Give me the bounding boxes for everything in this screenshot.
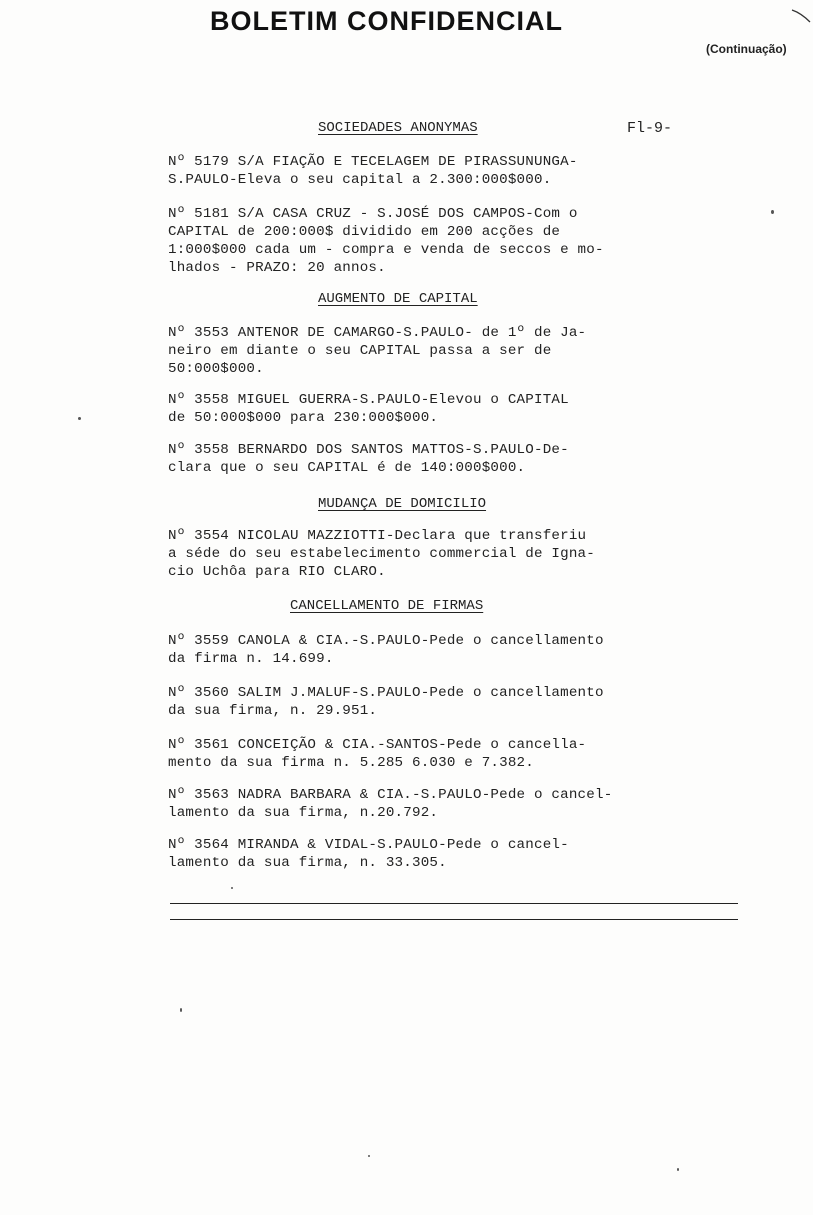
- entry-line: neiro em diante o seu CAPITAL passa a ser de: [168, 343, 552, 359]
- section-heading-mudanca: MUDANÇA DE DOMICILIO: [318, 496, 487, 512]
- scan-speck: [771, 210, 774, 214]
- entry-line: cio Uchôa para RIO CLARO.: [168, 564, 386, 580]
- entry-line: CAPITAL de 200:000$ dividido em 200 acções de: [168, 224, 561, 240]
- entry-line: Nº 3558 MIGUEL GUERRA-S.PAULO-Elevou o CAPITAL: [168, 392, 569, 408]
- entry-line: lamento da sua firma, n. 33.305.: [168, 855, 447, 871]
- closing-rule: [170, 903, 738, 904]
- entry-line: Nº 3563 NADRA BARBARA & CIA.-S.PAULO-Pede o cancel-: [168, 787, 613, 803]
- entry-line: da firma n. 14.699.: [168, 651, 334, 667]
- entry: [168, 391, 698, 427]
- section-heading-sociedades: SOCIEDADES ANONYMAS: [318, 120, 478, 136]
- entry-line: da sua firma, n. 29.951.: [168, 703, 378, 719]
- document-title: BOLETIM CONFIDENCIAL: [210, 6, 563, 36]
- scan-speck: [180, 1008, 182, 1012]
- entry-line: lhados - PRAZO: 20 annos.: [168, 260, 386, 276]
- entry: [168, 736, 698, 772]
- continuation-label: (Continuação): [706, 42, 787, 56]
- corner-mark: [790, 4, 812, 26]
- entry-line: 1:000$000 cada um - compra e venda de seccos e mo-: [168, 242, 604, 258]
- page-number: Fl-9-: [627, 120, 673, 137]
- scan-speck: [677, 1168, 679, 1171]
- closing-rule: [170, 919, 738, 920]
- entry-line: Nº 3558 BERNARDO DOS SANTOS MATTOS-S.PAULO-De-: [168, 442, 569, 458]
- entry-line: Nº 3560 SALIM J.MALUF-S.PAULO-Pede o cancellamento: [168, 685, 604, 701]
- entry-line: mento da sua firma n. 5.285 6.030 e 7.382.: [168, 755, 534, 771]
- entry-line: a séde do seu estabelecimento commercial de Igna-: [168, 546, 595, 562]
- section-heading-cancellamento: CANCELLAMENTO DE FIRMAS: [290, 598, 484, 614]
- entry-line: de 50:000$000 para 230:000$000.: [168, 410, 439, 426]
- entry-line: Nº 5179 S/A FIAÇÃO E TECELAGEM DE PIRASSUNUNGA-: [168, 154, 578, 170]
- section-heading-augmento: AUGMENTO DE CAPITAL: [318, 291, 478, 307]
- entry: [168, 324, 698, 378]
- entry-line: clara que o seu CAPITAL é de 140:000$000.: [168, 460, 526, 476]
- entry: [168, 205, 698, 277]
- entry: [168, 786, 698, 822]
- entry: [168, 153, 698, 189]
- entry-line: Nº 3554 NICOLAU MAZZIOTTI-Declara que transferiu: [168, 528, 587, 544]
- entry-line: Nº 3564 MIRANDA & VIDAL-S.PAULO-Pede o cancel-: [168, 837, 569, 853]
- entry: [168, 441, 698, 477]
- entry-line: Nº 3561 CONCEIÇÃO & CIA.-SANTOS-Pede o cancella-: [168, 737, 587, 753]
- scan-speck: [368, 1155, 370, 1157]
- entry-line: Nº 5181 S/A CASA CRUZ - S.JOSÉ DOS CAMPOS-Com o: [168, 206, 578, 222]
- entry: [168, 684, 698, 720]
- entry: [168, 836, 698, 872]
- scan-speck: [78, 417, 81, 420]
- entry-line: 50:000$000.: [168, 361, 264, 377]
- entry-line: lamento da sua firma, n.20.792.: [168, 805, 439, 821]
- entry-line: S.PAULO-Eleva o seu capital a 2.300:000$000.: [168, 172, 552, 188]
- entry: [168, 632, 698, 668]
- scan-speck: [231, 887, 233, 889]
- entry-line: Nº 3553 ANTENOR DE CAMARGO-S.PAULO- de 1º de Ja-: [168, 325, 587, 341]
- entry: [168, 527, 698, 581]
- entry-line: Nº 3559 CANOLA & CIA.-S.PAULO-Pede o cancellamento: [168, 633, 604, 649]
